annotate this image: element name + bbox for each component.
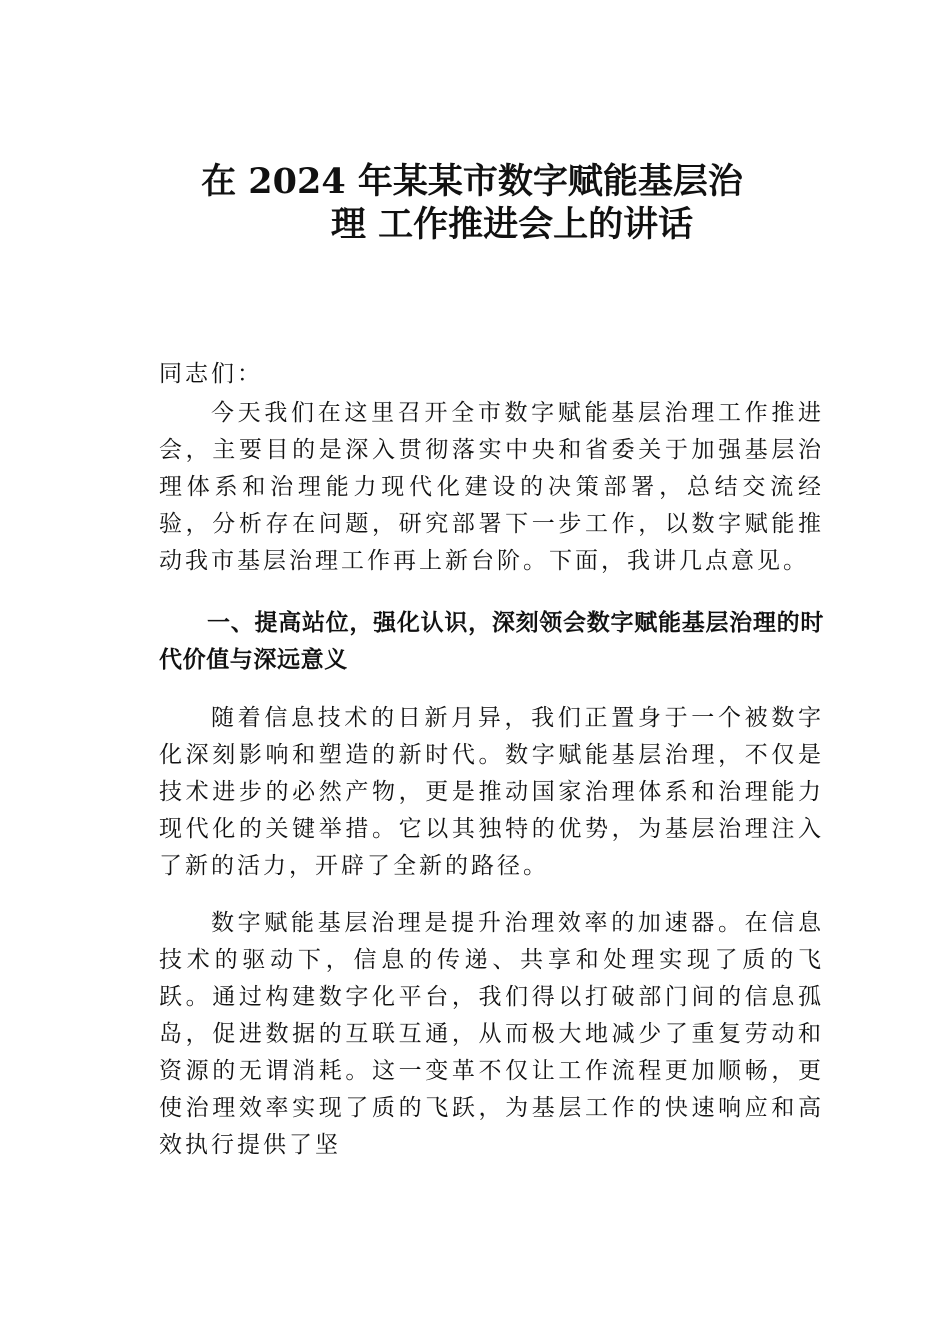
paragraph-intro: 今天我们在这里召开全市数字赋能基层治理工作推进会，主要目的是深入贯彻落实中央和省委关于加强基层治理体系和治理能力现代化建设的决策部署，总结交流经验，分析存在问题，研究部署下一步工作，以数字赋能推动我市基层治理工作再上新台阶。下面，我讲几点意见。 (159, 400, 824, 574)
paragraph-section-1-a: 随着信息技术的日新月异，我们正置身于一个被数字化深刻影响和塑造的新时代。数字赋能基层治理，不仅是技术进步的必然产物，更是推动国家治理体系和治理能力现代化的关键举措。它以其独特的优势，为基层治理注入了新的活力，开辟了全新的路径。 (159, 705, 824, 879)
document-title-line-2: 理 工作推进会上的讲话 (330, 204, 694, 245)
greeting: 同志们： (159, 361, 263, 387)
paragraph-section-1-b: 数字赋能基层治理是提升治理效率的加速器。在信息技术的驱动下，信息的传递、共享和处理实现了质的飞跃。通过构建数字化平台，我们得以打破部门间的信息孤岛，促进数据的互联互通，从而极大地减少了重复劳动和资源的无谓消耗。这一变革不仅让工作流程更加顺畅，更使治理效率实现了质的飞跃，为基层工作的快速响应和高效执行提供了坚 (159, 910, 824, 1158)
section-heading-1: 一、提高站位，强化认识，深刻领会数字赋能基层治理的时代价值与深远意义 (159, 610, 824, 673)
document-title-line-1: 在 2024 年某某市数字赋能基层治 (201, 161, 743, 202)
